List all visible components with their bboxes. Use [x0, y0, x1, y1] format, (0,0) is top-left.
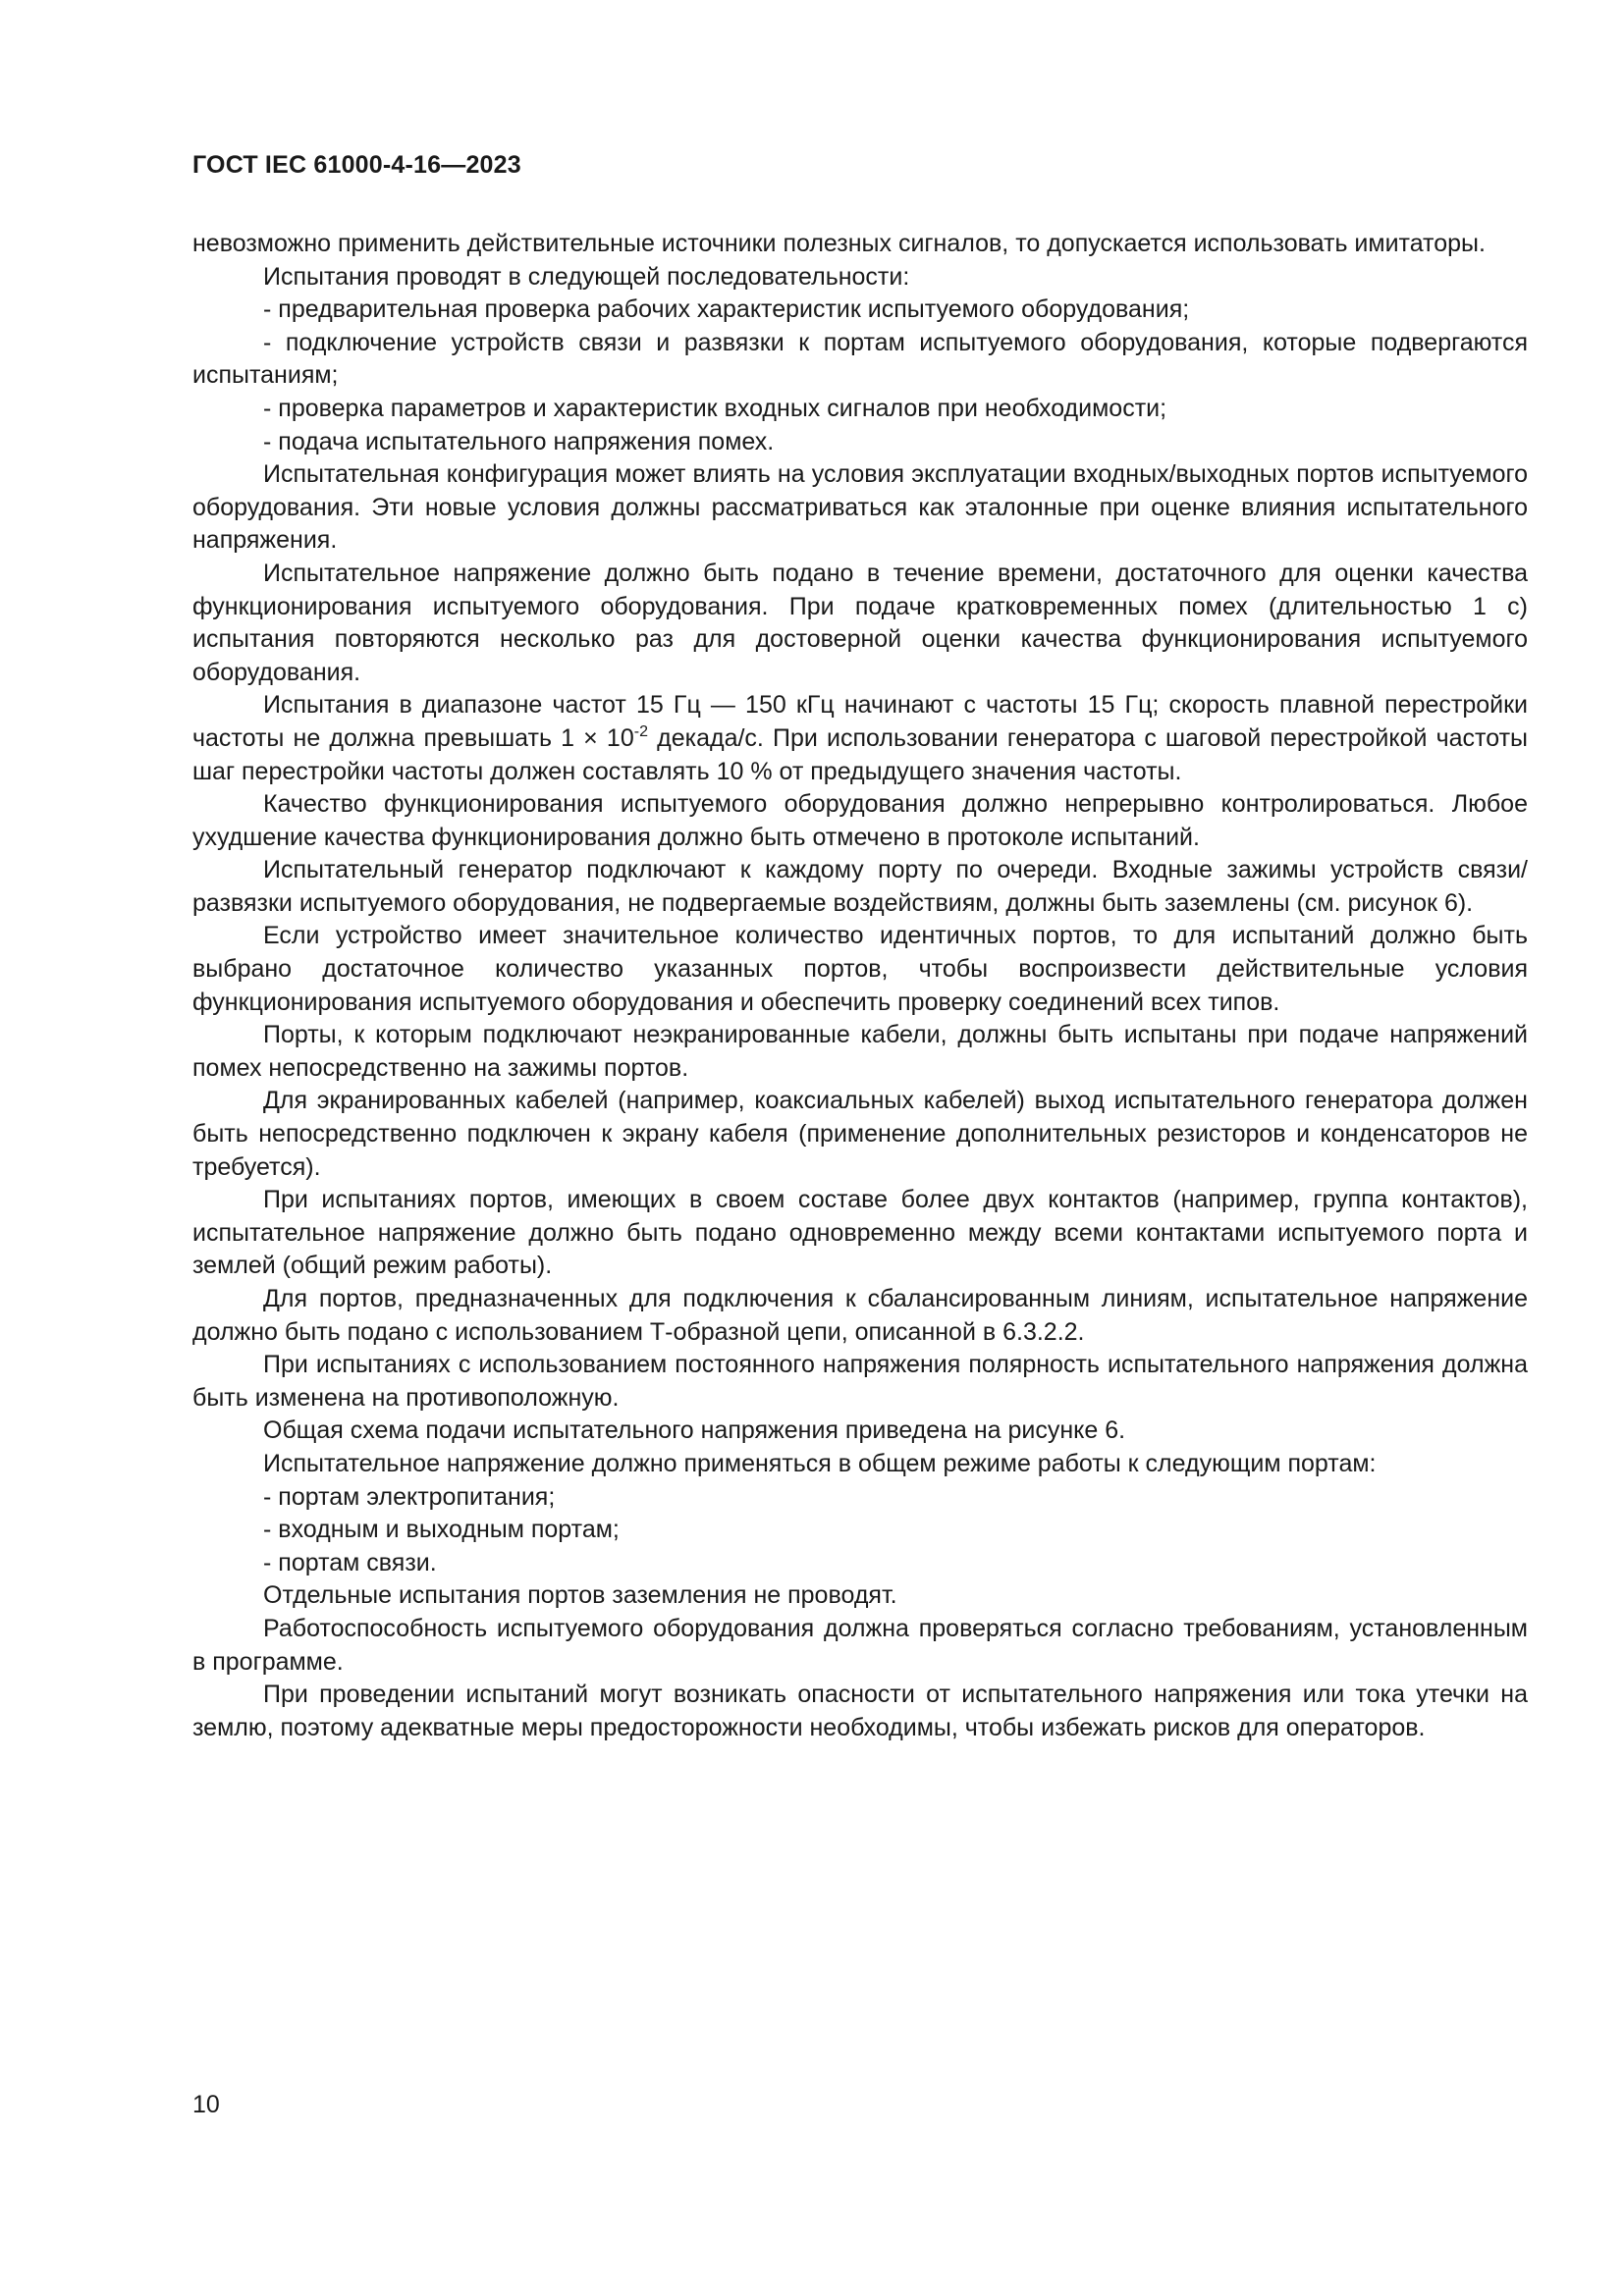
- paragraph: Для портов, предназначенных для подключения к сбалансированным линиям, испытательное напряжение должно быть подано с использованием Т-образной цепи, описанной в 6.3.2.2.: [192, 1285, 1528, 1346]
- paragraph: Качество функционирования испытуемого оборудования должно непрерывно контролироваться. Любое ухудшение качества функционирования должно быть отмечено в протоколе испытаний.: [192, 790, 1528, 851]
- paragraph: Испытательный генератор подключают к каждому порту по очереди. Входные зажимы устройств связи/развязки испытуемого оборудования, не подвергаемые воздействиям, должны быть заземлены (см. рисунок 6).: [192, 856, 1528, 917]
- list-marker: -: [263, 295, 272, 324]
- list-marker: -: [263, 1516, 272, 1544]
- exponent: -2: [633, 722, 648, 740]
- paragraph-text: декада/с. При использовании генератора с шаговой перестройкой частоты шаг перестройки частоты должен составлять 10 % от предыдущего значения частоты.: [192, 723, 1529, 785]
- list-item-text: проверка параметров и характеристик входных сигналов при необходимости;: [278, 394, 1167, 422]
- paragraph: При проведении испытаний могут возникать опасности от испытательного напряжения или тока утечки на землю, поэтому адекватные меры предосторожности необходимы, чтобы избежать рисков для операторов.: [192, 1681, 1528, 1741]
- list-item: [192, 393, 1528, 426]
- paragraph: Отдельные испытания портов заземления не проводят.: [263, 1581, 897, 1610]
- list-marker: -: [263, 1548, 272, 1576]
- paragraph: При испытаниях портов, имеющих в своем составе более двух контактов (например, группа контактов), испытательное напряжение должно быть подано одновременно между всеми контактами испытуемого порта и землей (общий режим работы).: [192, 1186, 1528, 1280]
- list-item: [192, 327, 1528, 393]
- paragraph: Общая схема подачи испытательного напряжения приведена на рисунке 6.: [263, 1416, 1126, 1445]
- list-marker: -: [263, 328, 272, 356]
- paragraph: [192, 689, 1528, 788]
- list-item: [192, 1514, 1528, 1547]
- list-item: [192, 1481, 1528, 1515]
- list-item-text: подключение устройств связи и развязки к портам испытуемого оборудования, которые подвергаются испытаниям;: [192, 328, 1529, 390]
- list-item: [192, 294, 1528, 327]
- paragraph: Для экранированных кабелей (например, коаксиальных кабелей) выход испытательного генератора должен быть непосредственно подключен к экрану кабеля (применение дополнительных резисторов и конденсаторов не требуется).: [192, 1087, 1528, 1181]
- list-item-text: портам электропитания;: [278, 1482, 556, 1511]
- paragraph: Если устройство имеет значительное количество идентичных портов, то для испытаний должно быть выбрано достаточное количество указанных портов, чтобы воспроизвести действительные условия функционирования испытуемого оборудования и обеспечить проверку соединений всех типов.: [192, 922, 1528, 1016]
- list-item: [192, 426, 1528, 459]
- paragraph: Испытательное напряжение должно быть подано в течение времени, достаточного для оценки качества функционирования испытуемого оборудования. При подаче кратковременных помех (длительностью 1 с) испытания повторяются несколько раз для достоверной оценки качества функционирования испытуемого оборудования.: [192, 559, 1528, 686]
- paragraph: Порты, к которым подключают неэкранированные кабели, должны быть испытаны при подаче напряжений помех непосредственно на зажимы портов.: [192, 1021, 1528, 1082]
- list-item: [192, 1547, 1528, 1580]
- paragraph: невозможно применить действительные источники полезных сигналов, то допускается использовать имитаторы.: [192, 230, 1486, 257]
- paragraph: Испытательное напряжение должно применяться в общем режиме работы к следующим портам:: [263, 1449, 1377, 1477]
- document-header: ГОСТ IEC 61000-4-16—2023: [192, 151, 521, 179]
- paragraph: Работоспособность испытуемого оборудования должна проверяться согласно требованиям, установленным в программе.: [192, 1614, 1528, 1676]
- list-item-text: входным и выходным портам;: [278, 1516, 620, 1544]
- list-item-text: портам связи.: [278, 1548, 437, 1576]
- paragraph: Испытания проводят в следующей последовательности:: [263, 262, 910, 291]
- list-marker: -: [263, 1482, 272, 1511]
- list-marker: -: [263, 427, 272, 455]
- list-marker: -: [263, 394, 272, 422]
- list-item-text: подача испытательного напряжения помех.: [278, 427, 775, 455]
- document-body: [192, 228, 1528, 1744]
- paragraph-text: Испытания в диапазоне частот 15 Гц — 150 кГц начинают с частоты 15 Гц; скорость плавной перестройки частоты не должна превышать 1 × 10: [192, 691, 1528, 752]
- paragraph: При испытаниях с использованием постоянного напряжения полярность испытательного напряжения должна быть изменена на противоположную.: [192, 1351, 1528, 1412]
- page-number: 10: [192, 2091, 220, 2118]
- paragraph: Испытательная конфигурация может влиять на условия эксплуатации входных/выходных портов испытуемого оборудования. Эти новые условия должны рассматриваться как эталонные при оценке влияния испытательного напряжения.: [192, 460, 1528, 555]
- list-item-text: предварительная проверка рабочих характеристик испытуемого оборудования;: [278, 295, 1190, 324]
